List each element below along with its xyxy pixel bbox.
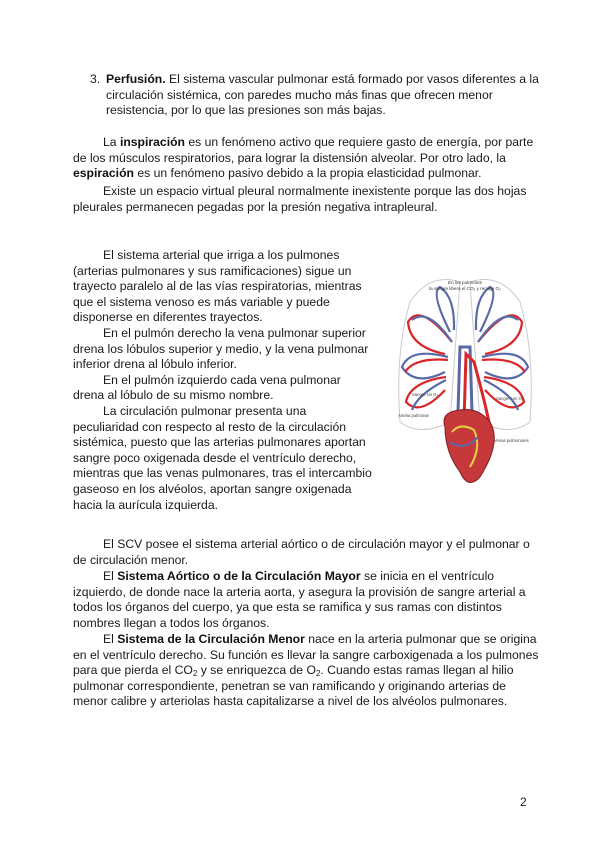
- text-run: El: [103, 569, 118, 583]
- text-run: se inicia en el ventrículo izquierdo, de donde nace la arteria aorta, y asegura la provisión de sangre arterial a todos los órganos del cuerpo, ya que esta se ramifica y sus ramas con distintos nombres llegan a todos los órganos.: [73, 569, 526, 630]
- list-item-body: [106, 72, 540, 119]
- pulmonary-circulation-figure: [390, 262, 540, 502]
- list-number: 3.: [90, 72, 101, 86]
- term-inspiracion: inspiración: [119, 135, 185, 149]
- paragraph-pleural: Existe un espacio virtual pleural normalmente inexistente porque las dos hojas pleurales permanecen pegadas por la presión negativa intrapleural.: [73, 184, 527, 214]
- term-circulacion-menor: Sistema de la Circulación Menor: [117, 632, 305, 646]
- pulmonary-circulation-diagram: [390, 262, 540, 502]
- paragraph-scv: El SCV posee el sistema arterial aórtico o de circulación mayor y el pulmonar o de circulación menor.: [73, 537, 530, 567]
- list-item-title: Perfusión.: [106, 72, 166, 86]
- figure-label-sangre-sin-o2: Sangre sin O₂: [412, 392, 439, 397]
- paragraph-pulmon-derecho: En el pulmón derecho la vena pulmonar superior drena los lóbulos superior y medio, y la vena pulmonar inferior drena al lóbulo inferior.: [73, 325, 369, 372]
- text-run: es un fenómeno activo que requiere gasto de energía, por parte de los músculos respiratorios, para lograr la distensión alveolar. Por otro lado, la: [73, 135, 534, 165]
- term-espiracion: espiración: [73, 166, 134, 181]
- figure-label-top1: En los pulmones: [448, 280, 482, 285]
- paragraph-pulmon-izquierdo: En el pulmón izquierdo cada vena pulmonar drena al lóbulo de su mismo nombre.: [73, 372, 341, 403]
- list-item-text: El sistema vascular pulmonar está formado por vasos diferentes a la circulación sistémica, con paredes mucho más finas que ofrecen menor resistencia, por lo que las presiones son más bajas.: [106, 72, 539, 118]
- figure-label-venas-pulmonares: Venas pulmonares: [494, 438, 529, 443]
- text-run: La: [103, 135, 120, 149]
- paragraph-circulacion-menor: [73, 632, 541, 710]
- list-item-perfusion: [90, 72, 540, 119]
- text-run: nace en la arteria pulmonar que se origina en el ventrículo derecho. Su función es llevar la sangre carboxigenada a los pulmones para que pierda el CO: [73, 632, 539, 678]
- text-column: [73, 248, 373, 513]
- subscript: 2: [192, 669, 198, 679]
- figure-label-arteria-pulmonar: Arteria pulmonar: [398, 413, 429, 418]
- text-run: es un fenómeno pasivo debido a la propia elasticidad pulmonar.: [133, 166, 482, 181]
- text-run: El: [103, 632, 118, 646]
- paragraph-sistema-aortico: [73, 569, 541, 631]
- term-sistema-aortico: Sistema Aórtico o de la Circulación Mayor: [117, 569, 361, 583]
- subscript: 2: [315, 669, 321, 679]
- paragraph-circulacion-pulmonar: La circulación pulmonar presenta una peculiaridad con respecto al resto de la circulación sistémica, puesto que las arterias pulmonares aportan sangre poco oxigenada desde el ventrículo derecho, mientras que las venas pulmonares, tras el intercambio gaseoso en los alvéolos, aportan sangre oxigenada hacia la aurícula izquierda.: [73, 403, 372, 512]
- text-run: . Cuando estas ramas llegan al hilio pulmonar correspondiente, penetran se van ramificando y originando arterias de menor calibre y arteriolas hasta capitalizarse a nivel de los alvéolos pulmonares.: [73, 663, 514, 709]
- text-run: y se enriquezca de O: [197, 663, 316, 678]
- paragraph-arterial: El sistema arterial que irriga a los pulmones (arterias pulmonares y sus ramificaciones) sigue un trayecto paralelo al de las vías respiratorias, mientras que el sistema venoso es más variable y puede disponerse en diferentes trayectos.: [73, 248, 362, 325]
- page-number: 2: [520, 795, 527, 809]
- figure-label-sangre-con-o2: Sangre con O₂: [496, 396, 524, 401]
- figure-label-top2: la sangre libera el CO₂ y recoge O₂: [429, 286, 501, 291]
- paragraph-inspiracion: [73, 135, 541, 182]
